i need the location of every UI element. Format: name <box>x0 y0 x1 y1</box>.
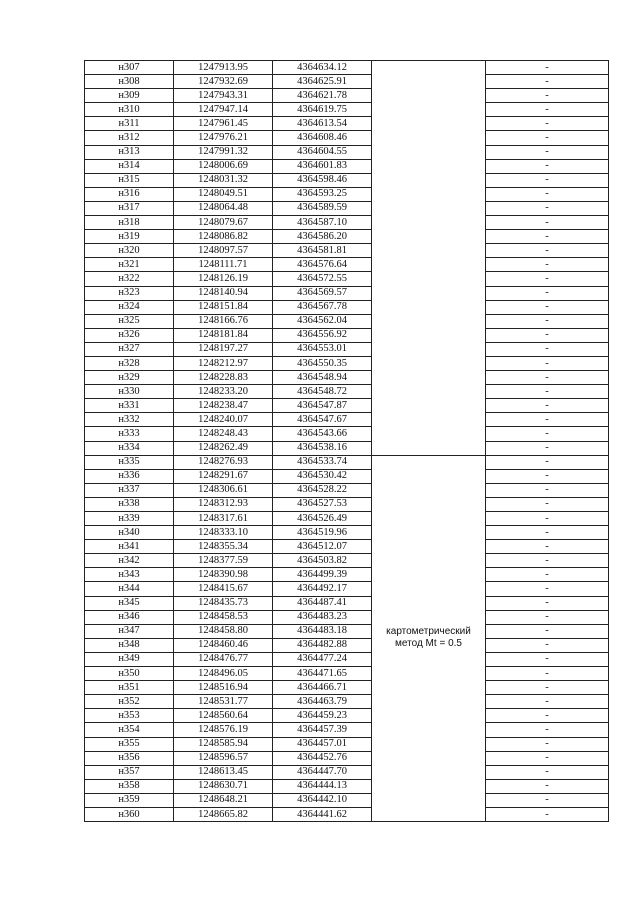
x-coordinate-cell: 1248390.98 <box>174 568 273 582</box>
x-coordinate-cell: 1248086.82 <box>174 230 273 244</box>
point-name-cell: н354 <box>85 723 174 737</box>
y-coordinate-cell: 4364503.82 <box>273 554 372 568</box>
y-coordinate-cell: 4364487.41 <box>273 596 372 610</box>
x-coordinate-cell: 1248238.47 <box>174 399 273 413</box>
x-coordinate-cell: 1248630.71 <box>174 779 273 793</box>
point-name-cell: н315 <box>85 173 174 187</box>
y-coordinate-cell: 4364556.92 <box>273 328 372 342</box>
point-name-cell: н319 <box>85 230 174 244</box>
x-coordinate-cell: 1248317.61 <box>174 512 273 526</box>
value-cell: - <box>486 765 609 779</box>
table-row <box>85 793 609 807</box>
point-name-cell: н308 <box>85 75 174 89</box>
table-row <box>85 483 609 497</box>
table-row <box>85 681 609 695</box>
y-coordinate-cell: 4364547.67 <box>273 413 372 427</box>
value-cell: - <box>486 540 609 554</box>
table-row <box>85 469 609 483</box>
y-coordinate-cell: 4364589.59 <box>273 201 372 215</box>
table-row <box>85 413 609 427</box>
point-name-cell: н317 <box>85 201 174 215</box>
point-name-cell: н330 <box>85 385 174 399</box>
method-cell: картометрический метод Mt = 0.5 <box>372 455 486 821</box>
point-name-cell: н357 <box>85 765 174 779</box>
y-coordinate-cell: 4364586.20 <box>273 230 372 244</box>
value-cell: - <box>486 272 609 286</box>
x-coordinate-cell: 1248496.05 <box>174 667 273 681</box>
x-coordinate-cell: 1248576.19 <box>174 723 273 737</box>
table-row <box>85 75 609 89</box>
value-cell: - <box>486 793 609 807</box>
y-coordinate-cell: 4364442.10 <box>273 793 372 807</box>
y-coordinate-cell: 4364569.57 <box>273 286 372 300</box>
point-name-cell: н325 <box>85 314 174 328</box>
value-cell: - <box>486 300 609 314</box>
table-row <box>85 159 609 173</box>
table-row <box>85 596 609 610</box>
y-coordinate-cell: 4364543.66 <box>273 427 372 441</box>
value-cell: - <box>486 328 609 342</box>
value-cell: - <box>486 286 609 300</box>
point-name-cell: н338 <box>85 497 174 511</box>
value-cell: - <box>486 145 609 159</box>
y-coordinate-cell: 4364593.25 <box>273 187 372 201</box>
value-cell: - <box>486 356 609 370</box>
x-coordinate-cell: 1248262.49 <box>174 441 273 455</box>
value-cell: - <box>486 779 609 793</box>
value-cell: - <box>486 61 609 75</box>
y-coordinate-cell: 4364548.94 <box>273 371 372 385</box>
method-cell <box>372 61 486 456</box>
point-name-cell: н329 <box>85 371 174 385</box>
value-cell: - <box>486 230 609 244</box>
y-coordinate-cell: 4364444.13 <box>273 779 372 793</box>
y-coordinate-cell: 4364604.55 <box>273 145 372 159</box>
point-name-cell: н345 <box>85 596 174 610</box>
x-coordinate-cell: 1248458.53 <box>174 610 273 624</box>
table-row <box>85 300 609 314</box>
x-coordinate-cell: 1248333.10 <box>174 526 273 540</box>
point-name-cell: н311 <box>85 117 174 131</box>
x-coordinate-cell: 1248097.57 <box>174 244 273 258</box>
table-row <box>85 103 609 117</box>
x-coordinate-cell: 1248460.46 <box>174 638 273 652</box>
table-row <box>85 455 609 469</box>
value-cell: - <box>486 652 609 666</box>
point-name-cell: н309 <box>85 89 174 103</box>
x-coordinate-cell: 1248531.77 <box>174 695 273 709</box>
x-coordinate-cell: 1247943.31 <box>174 89 273 103</box>
x-coordinate-cell: 1248291.67 <box>174 469 273 483</box>
table-row <box>85 328 609 342</box>
table-row <box>85 258 609 272</box>
value-cell: - <box>486 342 609 356</box>
x-coordinate-cell: 1248648.21 <box>174 793 273 807</box>
y-coordinate-cell: 4364619.75 <box>273 103 372 117</box>
y-coordinate-cell: 4364512.07 <box>273 540 372 554</box>
value-cell: - <box>486 723 609 737</box>
y-coordinate-cell: 4364550.35 <box>273 356 372 370</box>
value-cell: - <box>486 624 609 638</box>
x-coordinate-cell: 1247947.14 <box>174 103 273 117</box>
value-cell: - <box>486 807 609 821</box>
y-coordinate-cell: 4364477.24 <box>273 652 372 666</box>
x-coordinate-cell: 1248596.57 <box>174 751 273 765</box>
x-coordinate-cell: 1248181.84 <box>174 328 273 342</box>
x-coordinate-cell: 1248276.93 <box>174 455 273 469</box>
table-row <box>85 244 609 258</box>
point-name-cell: н320 <box>85 244 174 258</box>
value-cell: - <box>486 441 609 455</box>
point-name-cell: н318 <box>85 216 174 230</box>
x-coordinate-cell: 1247976.21 <box>174 131 273 145</box>
point-name-cell: н333 <box>85 427 174 441</box>
table-row <box>85 652 609 666</box>
x-coordinate-cell: 1247991.32 <box>174 145 273 159</box>
value-cell: - <box>486 455 609 469</box>
y-coordinate-cell: 4364613.54 <box>273 117 372 131</box>
value-cell: - <box>486 596 609 610</box>
point-name-cell: н307 <box>85 61 174 75</box>
y-coordinate-cell: 4364441.62 <box>273 807 372 821</box>
x-coordinate-cell: 1248111.71 <box>174 258 273 272</box>
x-coordinate-cell: 1248233.20 <box>174 385 273 399</box>
value-cell: - <box>486 469 609 483</box>
point-name-cell: н312 <box>85 131 174 145</box>
point-name-cell: н331 <box>85 399 174 413</box>
table-row <box>85 187 609 201</box>
table-row <box>85 737 609 751</box>
table-row <box>85 709 609 723</box>
table-row <box>85 314 609 328</box>
y-coordinate-cell: 4364499.39 <box>273 568 372 582</box>
value-cell: - <box>486 709 609 723</box>
y-coordinate-cell: 4364598.46 <box>273 173 372 187</box>
x-coordinate-cell: 1248140.94 <box>174 286 273 300</box>
y-coordinate-cell: 4364553.01 <box>273 342 372 356</box>
value-cell: - <box>486 258 609 272</box>
x-coordinate-cell: 1248355.34 <box>174 540 273 554</box>
table-row <box>85 695 609 709</box>
point-name-cell: н337 <box>85 483 174 497</box>
y-coordinate-cell: 4364538.16 <box>273 441 372 455</box>
x-coordinate-cell: 1248415.67 <box>174 582 273 596</box>
x-coordinate-cell: 1248560.64 <box>174 709 273 723</box>
y-coordinate-cell: 4364492.17 <box>273 582 372 596</box>
y-coordinate-cell: 4364533.74 <box>273 455 372 469</box>
table-row <box>85 540 609 554</box>
y-coordinate-cell: 4364621.78 <box>273 89 372 103</box>
table-row <box>85 638 609 652</box>
point-name-cell: н349 <box>85 652 174 666</box>
y-coordinate-cell: 4364463.79 <box>273 695 372 709</box>
y-coordinate-cell: 4364483.23 <box>273 610 372 624</box>
y-coordinate-cell: 4364562.04 <box>273 314 372 328</box>
x-coordinate-cell: 1248151.84 <box>174 300 273 314</box>
point-name-cell: н344 <box>85 582 174 596</box>
point-name-cell: н328 <box>85 356 174 370</box>
point-name-cell: н326 <box>85 328 174 342</box>
coordinates-table <box>84 60 609 822</box>
value-cell: - <box>486 610 609 624</box>
point-name-cell: н335 <box>85 455 174 469</box>
y-coordinate-cell: 4364576.64 <box>273 258 372 272</box>
x-coordinate-cell: 1248126.19 <box>174 272 273 286</box>
y-coordinate-cell: 4364483.18 <box>273 624 372 638</box>
table-row <box>85 272 609 286</box>
value-cell: - <box>486 159 609 173</box>
point-name-cell: н324 <box>85 300 174 314</box>
x-coordinate-cell: 1248248.43 <box>174 427 273 441</box>
value-cell: - <box>486 568 609 582</box>
value-cell: - <box>486 173 609 187</box>
point-name-cell: н343 <box>85 568 174 582</box>
table-row <box>85 216 609 230</box>
point-name-cell: н352 <box>85 695 174 709</box>
point-name-cell: н347 <box>85 624 174 638</box>
y-coordinate-cell: 4364457.39 <box>273 723 372 737</box>
table-row <box>85 667 609 681</box>
y-coordinate-cell: 4364567.78 <box>273 300 372 314</box>
value-cell: - <box>486 512 609 526</box>
table-row <box>85 441 609 455</box>
value-cell: - <box>486 103 609 117</box>
coordinates-table-body <box>85 61 609 822</box>
x-coordinate-cell: 1248197.27 <box>174 342 273 356</box>
y-coordinate-cell: 4364471.65 <box>273 667 372 681</box>
y-coordinate-cell: 4364572.55 <box>273 272 372 286</box>
table-row <box>85 117 609 131</box>
table-row <box>85 399 609 413</box>
y-coordinate-cell: 4364527.53 <box>273 497 372 511</box>
x-coordinate-cell: 1248166.76 <box>174 314 273 328</box>
point-name-cell: н359 <box>85 793 174 807</box>
x-coordinate-cell: 1248031.32 <box>174 173 273 187</box>
value-cell: - <box>486 681 609 695</box>
x-coordinate-cell: 1248613.45 <box>174 765 273 779</box>
value-cell: - <box>486 751 609 765</box>
x-coordinate-cell: 1248476.77 <box>174 652 273 666</box>
x-coordinate-cell: 1248006.69 <box>174 159 273 173</box>
y-coordinate-cell: 4364457.01 <box>273 737 372 751</box>
table-row <box>85 145 609 159</box>
point-name-cell: н342 <box>85 554 174 568</box>
table-row <box>85 427 609 441</box>
table-row <box>85 356 609 370</box>
table-row <box>85 89 609 103</box>
value-cell: - <box>486 413 609 427</box>
table-row <box>85 342 609 356</box>
x-coordinate-cell: 1248312.93 <box>174 497 273 511</box>
table-row <box>85 751 609 765</box>
table-row <box>85 807 609 821</box>
table-row <box>85 568 609 582</box>
value-cell: - <box>486 638 609 652</box>
value-cell: - <box>486 371 609 385</box>
value-cell: - <box>486 554 609 568</box>
point-name-cell: н351 <box>85 681 174 695</box>
table-row <box>85 497 609 511</box>
table-row <box>85 131 609 145</box>
y-coordinate-cell: 4364581.81 <box>273 244 372 258</box>
point-name-cell: н358 <box>85 779 174 793</box>
x-coordinate-cell: 1248435.73 <box>174 596 273 610</box>
x-coordinate-cell: 1248228.83 <box>174 371 273 385</box>
value-cell: - <box>486 737 609 751</box>
value-cell: - <box>486 187 609 201</box>
value-cell: - <box>486 131 609 145</box>
x-coordinate-cell: 1248049.51 <box>174 187 273 201</box>
table-row <box>85 371 609 385</box>
point-name-cell: н334 <box>85 441 174 455</box>
value-cell: - <box>486 427 609 441</box>
table-row <box>85 173 609 187</box>
table-row <box>85 230 609 244</box>
point-name-cell: н341 <box>85 540 174 554</box>
y-coordinate-cell: 4364608.46 <box>273 131 372 145</box>
y-coordinate-cell: 4364526.49 <box>273 512 372 526</box>
point-name-cell: н327 <box>85 342 174 356</box>
x-coordinate-cell: 1248585.94 <box>174 737 273 751</box>
x-coordinate-cell: 1248377.59 <box>174 554 273 568</box>
point-name-cell: н348 <box>85 638 174 652</box>
y-coordinate-cell: 4364466.71 <box>273 681 372 695</box>
point-name-cell: н310 <box>85 103 174 117</box>
x-coordinate-cell: 1248665.82 <box>174 807 273 821</box>
point-name-cell: н336 <box>85 469 174 483</box>
point-name-cell: н350 <box>85 667 174 681</box>
x-coordinate-cell: 1247913.95 <box>174 61 273 75</box>
value-cell: - <box>486 244 609 258</box>
y-coordinate-cell: 4364601.83 <box>273 159 372 173</box>
x-coordinate-cell: 1248306.61 <box>174 483 273 497</box>
y-coordinate-cell: 4364587.10 <box>273 216 372 230</box>
value-cell: - <box>486 667 609 681</box>
y-coordinate-cell: 4364625.91 <box>273 75 372 89</box>
x-coordinate-cell: 1248064.48 <box>174 201 273 215</box>
x-coordinate-cell: 1248212.97 <box>174 356 273 370</box>
table-row <box>85 582 609 596</box>
y-coordinate-cell: 4364482.88 <box>273 638 372 652</box>
value-cell: - <box>486 695 609 709</box>
x-coordinate-cell: 1247932.69 <box>174 75 273 89</box>
point-name-cell: н339 <box>85 512 174 526</box>
table-row <box>85 624 609 638</box>
value-cell: - <box>486 497 609 511</box>
point-name-cell: н360 <box>85 807 174 821</box>
y-coordinate-cell: 4364519.96 <box>273 526 372 540</box>
table-row <box>85 61 609 75</box>
table-row <box>85 779 609 793</box>
x-coordinate-cell: 1247961.45 <box>174 117 273 131</box>
y-coordinate-cell: 4364452.76 <box>273 751 372 765</box>
x-coordinate-cell: 1248240.07 <box>174 413 273 427</box>
value-cell: - <box>486 117 609 131</box>
point-name-cell: н356 <box>85 751 174 765</box>
point-name-cell: н313 <box>85 145 174 159</box>
value-cell: - <box>486 526 609 540</box>
point-name-cell: н321 <box>85 258 174 272</box>
value-cell: - <box>486 385 609 399</box>
y-coordinate-cell: 4364548.72 <box>273 385 372 399</box>
value-cell: - <box>486 75 609 89</box>
table-row <box>85 610 609 624</box>
point-name-cell: н340 <box>85 526 174 540</box>
x-coordinate-cell: 1248516.94 <box>174 681 273 695</box>
y-coordinate-cell: 4364530.42 <box>273 469 372 483</box>
point-name-cell: н332 <box>85 413 174 427</box>
table-row <box>85 385 609 399</box>
table-row <box>85 286 609 300</box>
point-name-cell: н314 <box>85 159 174 173</box>
point-name-cell: н355 <box>85 737 174 751</box>
y-coordinate-cell: 4364547.87 <box>273 399 372 413</box>
value-cell: - <box>486 216 609 230</box>
table-row <box>85 765 609 779</box>
y-coordinate-cell: 4364447.70 <box>273 765 372 779</box>
table-row <box>85 723 609 737</box>
y-coordinate-cell: 4364459.23 <box>273 709 372 723</box>
value-cell: - <box>486 483 609 497</box>
table-row <box>85 554 609 568</box>
point-name-cell: н322 <box>85 272 174 286</box>
value-cell: - <box>486 399 609 413</box>
y-coordinate-cell: 4364634.12 <box>273 61 372 75</box>
table-row <box>85 512 609 526</box>
value-cell: - <box>486 89 609 103</box>
y-coordinate-cell: 4364528.22 <box>273 483 372 497</box>
x-coordinate-cell: 1248458.80 <box>174 624 273 638</box>
point-name-cell: н323 <box>85 286 174 300</box>
table-row <box>85 201 609 215</box>
value-cell: - <box>486 201 609 215</box>
point-name-cell: н316 <box>85 187 174 201</box>
x-coordinate-cell: 1248079.67 <box>174 216 273 230</box>
point-name-cell: н353 <box>85 709 174 723</box>
point-name-cell: н346 <box>85 610 174 624</box>
value-cell: - <box>486 582 609 596</box>
table-row <box>85 526 609 540</box>
value-cell: - <box>486 314 609 328</box>
